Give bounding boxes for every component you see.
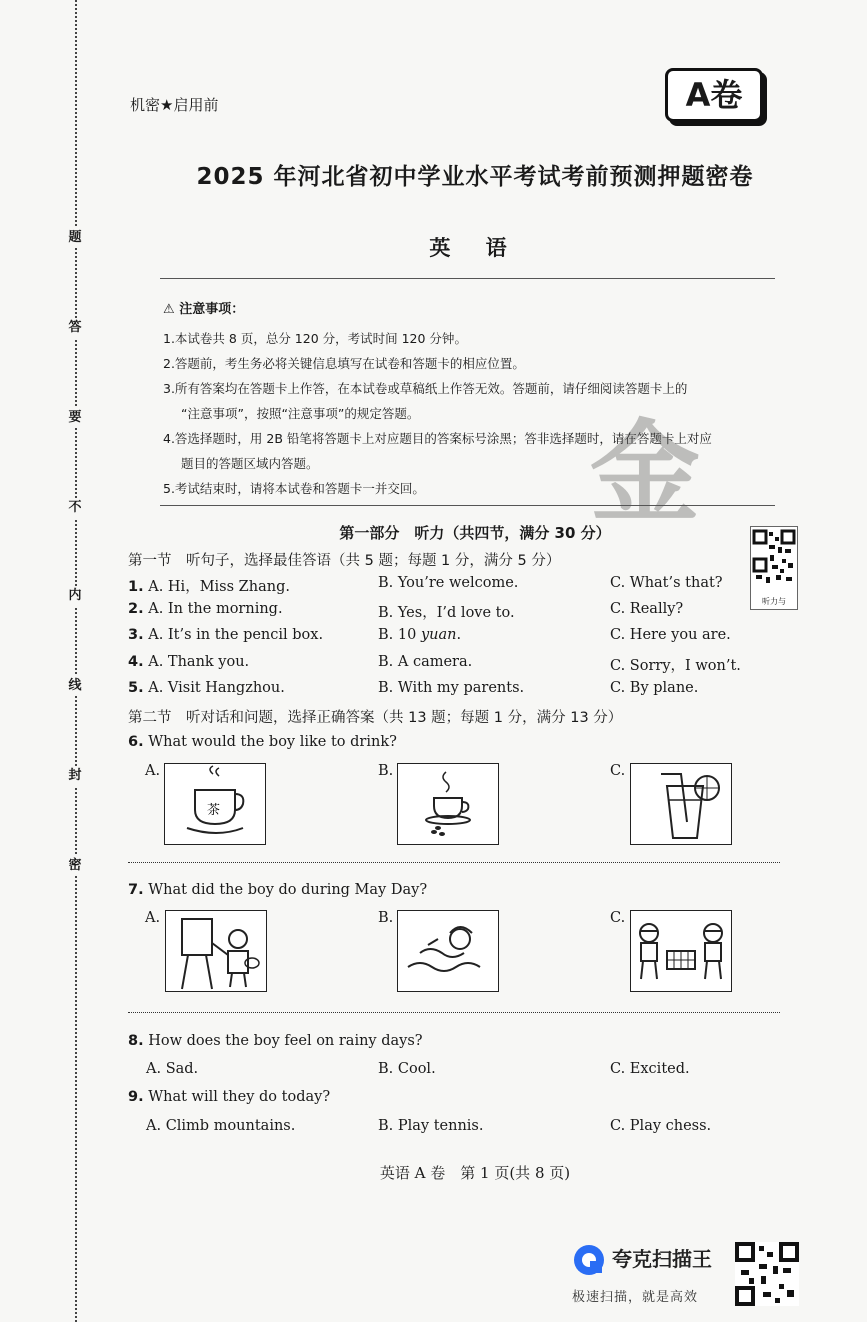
quark-logo-icon bbox=[572, 1243, 606, 1277]
tea-character: 茶 bbox=[207, 803, 221, 818]
option-b: B. Play tennis. bbox=[378, 1118, 484, 1134]
qr-code-icon bbox=[735, 1242, 799, 1306]
option-a: A. In the morning. bbox=[148, 601, 283, 617]
question-number: 2. bbox=[128, 601, 144, 617]
question-4 bbox=[128, 654, 249, 670]
binding-margin-line bbox=[75, 0, 77, 1322]
question-number: 8. bbox=[128, 1033, 144, 1049]
option-a: A. Thank you. bbox=[148, 654, 250, 670]
question-1 bbox=[128, 575, 290, 596]
option-c: C. What’s that? bbox=[610, 575, 723, 591]
option-b: B. A camera. bbox=[378, 654, 473, 670]
option-a: A. It’s in the pencil box. bbox=[148, 627, 324, 643]
exam-title: 2025 年河北省初中学业水平考试考前预测押题密卷 bbox=[196, 164, 754, 190]
painting-picture bbox=[165, 910, 267, 992]
option-b-currency: yuan bbox=[420, 627, 457, 643]
listening-qr-code[interactable] bbox=[750, 526, 798, 610]
confidential-label: 机密★启用前 bbox=[130, 96, 219, 114]
divider bbox=[160, 505, 775, 506]
question-text: What would the boy like to drink? bbox=[148, 734, 397, 750]
margin-char: 不 bbox=[66, 498, 84, 518]
divider bbox=[128, 862, 780, 863]
question-text: How does the boy feel on rainy days? bbox=[148, 1033, 423, 1049]
warning-icon: ⚠ bbox=[163, 302, 175, 317]
question-7 bbox=[128, 882, 427, 898]
section-2-title: 第二节 听对话和问题，选择正确答案（共 13 题；每题 1 分，满分 13 分） bbox=[128, 710, 623, 726]
question-number: 4. bbox=[128, 654, 144, 670]
notice-heading bbox=[163, 298, 783, 317]
margin-char: 要 bbox=[66, 408, 84, 428]
margin-char: 线 bbox=[66, 676, 84, 696]
option-b: B. Cool. bbox=[378, 1061, 436, 1077]
option-c: C. Excited. bbox=[610, 1061, 690, 1077]
brand-qr-code[interactable] bbox=[735, 1242, 799, 1306]
qr-code-icon bbox=[752, 529, 796, 589]
option-c: C. Sorry，I won’t. bbox=[610, 658, 741, 674]
option-b: B. With my parents. bbox=[378, 680, 525, 696]
option-b: B. Yes，I’d love to. bbox=[378, 605, 515, 621]
question-2 bbox=[128, 601, 283, 617]
question-8 bbox=[128, 1033, 423, 1049]
margin-char: 题 bbox=[66, 228, 84, 248]
paper-version-badge: A卷 bbox=[665, 68, 763, 122]
subject-title: 英 语 bbox=[429, 236, 521, 260]
coffee-cup-picture bbox=[397, 763, 499, 845]
notice-item: 题目的答题区域内答题。 bbox=[181, 456, 319, 471]
question-6 bbox=[128, 734, 397, 750]
question-text: What will they do today? bbox=[148, 1089, 331, 1105]
watermark-stamp: 金 bbox=[590, 408, 700, 537]
divider bbox=[160, 278, 775, 279]
section-1-title: 第一节 听句子，选择最佳答语（共 5 题；每题 1 分，满分 5 分） bbox=[128, 553, 561, 569]
margin-char: 密 bbox=[66, 856, 84, 876]
option-b-label: B. bbox=[378, 910, 394, 926]
brand-slogan: 极速扫描，就是高效 bbox=[572, 1290, 699, 1305]
option-a: A. Climb mountains. bbox=[146, 1118, 296, 1134]
option-b-suffix: . bbox=[456, 627, 462, 643]
question-number: 9. bbox=[128, 1089, 144, 1105]
painting-easel-icon bbox=[166, 911, 266, 991]
notice-item: 4.答选择题时，用 2B 铅笔将答题卡上对应题目的答案标号涂黑；答非选择题时，请在答题卡上对应 bbox=[163, 431, 712, 446]
notice-item: 2.答题前，考生务必将关键信息填写在试卷和答题卡的相应位置。 bbox=[163, 356, 525, 371]
question-3 bbox=[128, 627, 323, 643]
option-a: A. Hi，Miss Zhang. bbox=[148, 579, 290, 595]
option-c-label: C. bbox=[610, 763, 626, 779]
notice-heading-text: 注意事项： bbox=[179, 302, 245, 317]
divider bbox=[128, 1012, 780, 1013]
option-b bbox=[378, 627, 461, 643]
notice-item: 3.所有答案均在答题卡上作答，在本试卷或草稿纸上作答无效。答题前，请仔细阅读答题卡上的 bbox=[163, 381, 688, 396]
notice-item: 5.考试结束时，请将本试卷和答题卡一并交回。 bbox=[163, 481, 425, 496]
option-a: A. Visit Hangzhou. bbox=[148, 680, 285, 696]
part-title: 第一部分 听力（共四节，满分 30 分） bbox=[339, 524, 611, 542]
lemon-juice-picture bbox=[630, 763, 732, 845]
option-c: C. Here you are. bbox=[610, 627, 731, 643]
chess-picture bbox=[630, 910, 732, 992]
tea-cup-icon bbox=[165, 764, 265, 844]
option-c: C. Really? bbox=[610, 601, 684, 617]
option-b: B. You’re welcome. bbox=[378, 575, 519, 591]
page-footer: 英语 A 卷 第 1 页(共 8 页) bbox=[379, 1164, 571, 1182]
option-c: C. Play chess. bbox=[610, 1118, 712, 1134]
coffee-cup-icon bbox=[398, 764, 498, 844]
question-9 bbox=[128, 1089, 330, 1105]
notice-item: “注意事项”，按照“注意事项”的规定答题。 bbox=[181, 406, 420, 421]
lemon-juice-icon bbox=[631, 764, 731, 844]
question-number: 3. bbox=[128, 627, 144, 643]
margin-char: 答 bbox=[66, 318, 84, 338]
swimming-icon bbox=[398, 911, 498, 991]
brand-name: 夸克扫描王 bbox=[612, 1247, 712, 1271]
swimming-picture bbox=[397, 910, 499, 992]
option-b-label: B. bbox=[378, 763, 394, 779]
option-c-label: C. bbox=[610, 910, 626, 926]
question-5 bbox=[128, 680, 285, 696]
question-number: 6. bbox=[128, 734, 144, 750]
option-a: A. Sad. bbox=[146, 1061, 199, 1077]
margin-char: 封 bbox=[66, 766, 84, 786]
notice-item: 1.本试卷共 8 页，总分 120 分，考试时间 120 分钟。 bbox=[163, 331, 467, 346]
question-text: What did the boy do during May Day? bbox=[148, 882, 428, 898]
option-b-prefix: B. 10 bbox=[378, 627, 421, 643]
option-c: C. By plane. bbox=[610, 680, 699, 696]
question-number: 5. bbox=[128, 680, 144, 696]
qr-label: 听力与 bbox=[762, 597, 786, 606]
question-number: 7. bbox=[128, 882, 144, 898]
option-a-label: A. bbox=[145, 763, 161, 779]
option-a-label: A. bbox=[145, 910, 161, 926]
chess-players-icon bbox=[631, 911, 731, 991]
margin-char: 内 bbox=[66, 586, 84, 606]
tea-cup-picture bbox=[164, 763, 266, 845]
question-number: 1. bbox=[128, 579, 144, 595]
